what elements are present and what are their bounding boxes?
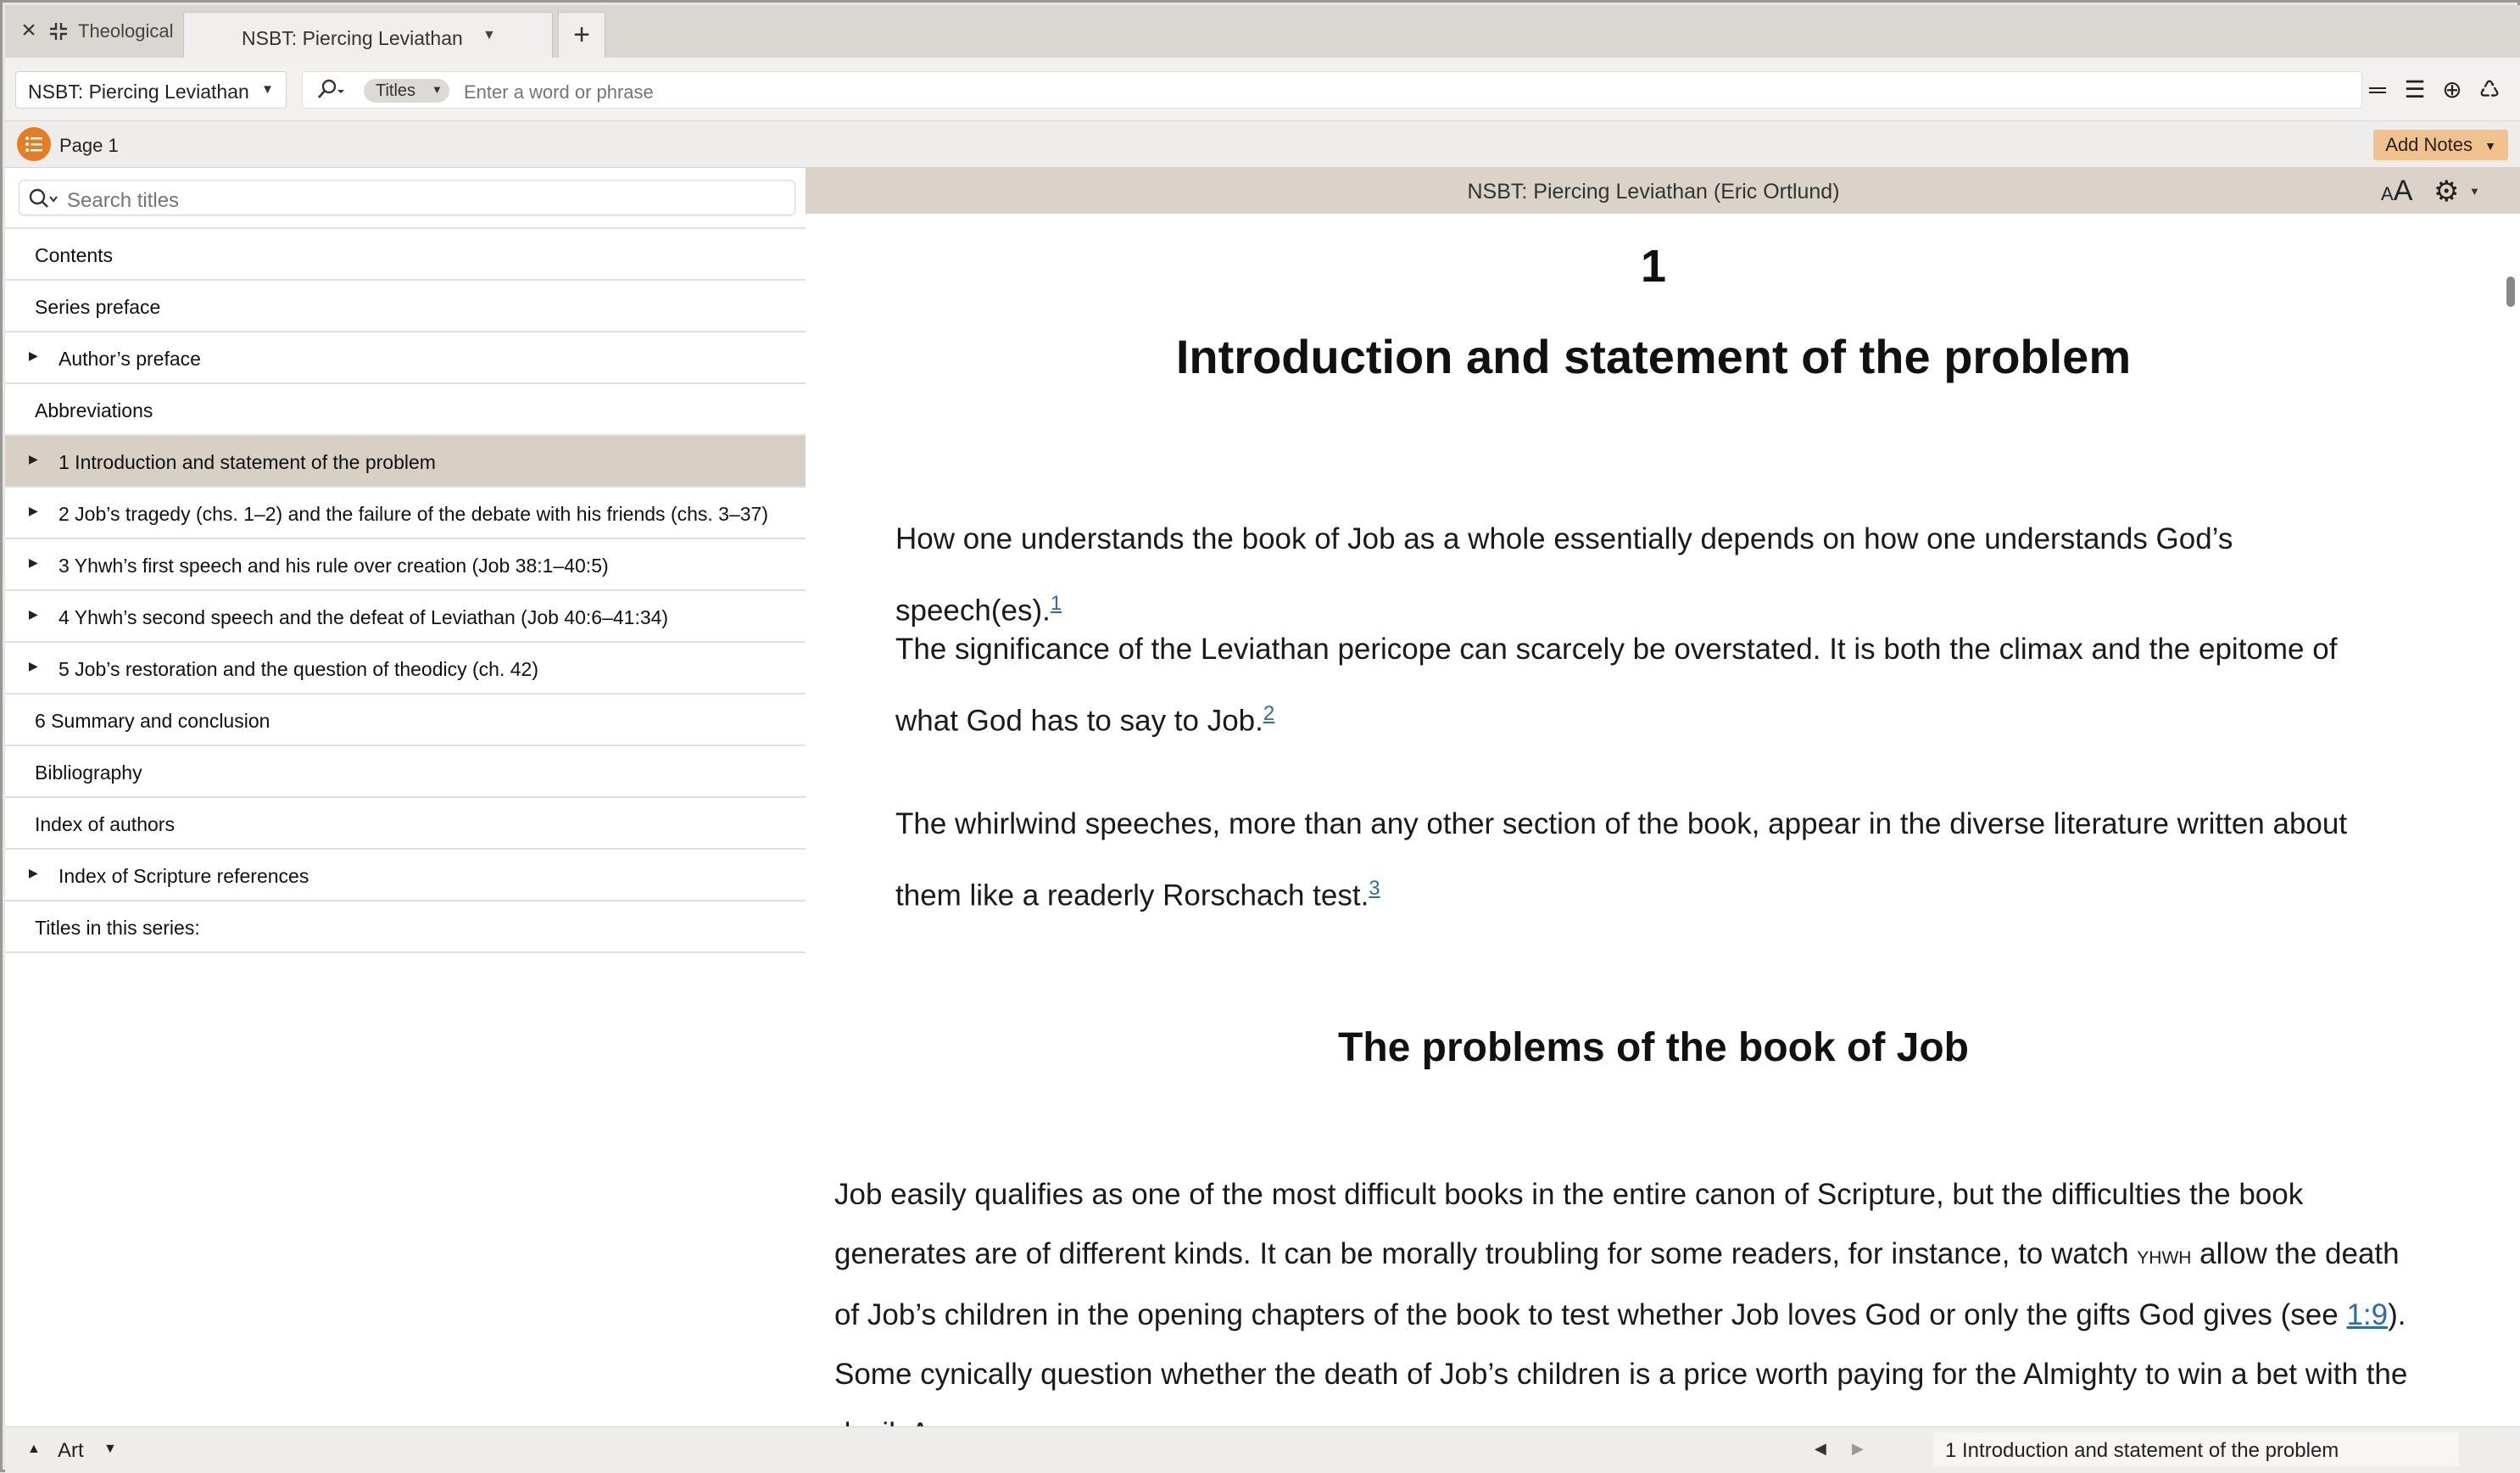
scope-pill[interactable]: Titles	[364, 79, 449, 103]
chapter-title: Introduction and statement of the problem	[1175, 330, 2132, 383]
chevron-down-icon[interactable]: ▼	[103, 1442, 117, 1456]
toc-item-label: 1 Introduction and statement of the problem	[59, 451, 436, 473]
chapter-number: 1	[1640, 241, 1667, 292]
current-section[interactable]	[1933, 1432, 2459, 1466]
resource-picker-label: NSBT: Piercing Leviathan	[28, 81, 249, 103]
parallel-lines-icon[interactable]: ═	[2369, 76, 2386, 103]
toc-item-label: Contents	[35, 244, 114, 266]
toc-item-label: Series preface	[35, 296, 161, 318]
section-heading: The problems of the book of Job	[1338, 1025, 1969, 1070]
search-icon[interactable]	[26, 187, 62, 209]
toc-sidebar	[5, 168, 807, 1426]
collapse-arrows-icon[interactable]	[47, 20, 70, 42]
reader-header	[806, 168, 2520, 214]
resource-picker[interactable]	[15, 71, 287, 109]
close-icon[interactable]: ×	[21, 16, 36, 44]
status-bar	[5, 1426, 2520, 1473]
toc-item-label: 4 Yhwh’s second speech and the defeat of Leviathan (Job 40:6–41:34)	[59, 606, 669, 628]
paragraph-text: The whirlwind speeches, more than any other section of the book, appear in the diverse literature written about them like a readerly Rorschach test.	[895, 807, 2348, 912]
previous-arrow-icon[interactable]: ◀	[1815, 1440, 1826, 1457]
tab-label: NSBT: Piercing Leviathan	[242, 27, 463, 49]
add-notes-button[interactable]	[2373, 130, 2508, 160]
table-of-contents-button[interactable]	[17, 127, 51, 161]
add-circle-icon[interactable]: ⊕	[2442, 76, 2462, 103]
toc-item[interactable]	[5, 850, 806, 901]
list-icon	[25, 135, 43, 153]
toc-item[interactable]	[5, 384, 806, 436]
toc-item-label: Index of authors	[35, 813, 175, 835]
toolbar	[5, 58, 2520, 121]
toc-item[interactable]	[5, 539, 806, 591]
toc-item-label: Bibliography	[35, 762, 142, 784]
toolbar-icons	[2357, 73, 2506, 107]
scrollbar-thumb[interactable]	[2506, 276, 2515, 307]
expand-triangle-icon[interactable]: ▶	[29, 452, 38, 466]
toc-item[interactable]	[5, 643, 806, 695]
paragraph-text: allow the death of Job’s children in the opening chapters of the book to test whether Job loves God or only the gifts God gives (see	[834, 1237, 2400, 1331]
tab-group-label[interactable]: Theological	[78, 20, 174, 42]
tab-piercing-leviathan[interactable]	[183, 12, 553, 59]
toc-item-label: 6 Summary and conclusion	[35, 710, 270, 732]
toc-item[interactable]	[5, 332, 806, 384]
search-icon[interactable]	[315, 77, 345, 104]
expand-triangle-icon[interactable]: ▶	[29, 349, 38, 362]
paragraph-text: ). Some cynically question whether the death of Job’s children is a price worth paying for the Almighty to win a bet with the	[834, 1298, 2408, 1391]
page-location[interactable]: Page 1	[59, 135, 119, 156]
footnote-link[interactable]: 2	[1263, 702, 1275, 725]
chevron-up-icon[interactable]: ▲	[27, 1442, 41, 1456]
toc-item-label: 5 Job’s restoration and the question of theodicy (ch. 42)	[59, 658, 538, 680]
scripture-reference-link[interactable]: 1:9	[2346, 1298, 2389, 1331]
location-bar	[5, 121, 2520, 168]
yhwh-smallcaps: yhwh	[2137, 1241, 2192, 1269]
expand-triangle-icon[interactable]: ▶	[29, 555, 38, 569]
paragraph	[895, 617, 2405, 754]
new-tab-button[interactable]: +	[558, 12, 605, 59]
paragraph-text: How one understands the book of Job as a whole essentially depends on how one understands God’s speech(es).	[895, 522, 2233, 628]
current-section-label: 1 Introduction and statement of the problem	[1945, 1439, 2339, 1462]
toc-item[interactable]	[5, 901, 806, 953]
next-arrow-icon[interactable]: ▶	[1852, 1440, 1864, 1457]
expand-triangle-icon[interactable]: ▶	[29, 504, 38, 517]
toc-item[interactable]	[5, 488, 806, 539]
toc-item-label: Author’s preface	[59, 348, 201, 370]
chevron-down-icon[interactable]: ▼	[2469, 185, 2480, 198]
gear-icon[interactable]: ⚙	[2434, 176, 2460, 208]
toc-item[interactable]	[5, 695, 806, 746]
toc-item-label: 2 Job’s tragedy (chs. 1–2) and the failure of the debate with his friends (chs. 3–37)	[59, 503, 769, 525]
add-notes-label: Add Notes	[2385, 134, 2473, 155]
expand-triangle-icon[interactable]: ▶	[29, 866, 38, 879]
chevron-down-icon: ▼	[2484, 139, 2496, 153]
paragraph-text: The significance of the Leviathan pericope can scarcely be overstated. It is both the climax and the epitome of what God has to say to Job.	[895, 633, 2338, 738]
text-align-icon[interactable]: ☰	[2404, 76, 2426, 103]
title-search	[19, 180, 795, 215]
toc-item[interactable]	[5, 746, 806, 798]
chevron-down-icon: ▼	[432, 83, 443, 96]
search-titles-input[interactable]	[65, 188, 764, 214]
recycle-icon[interactable]: ♺	[2478, 76, 2500, 103]
tab-bar	[5, 5, 2520, 58]
toc-item-label: 3 Yhwh’s first speech and his rule over creation (Job 38:1–40:5)	[59, 555, 609, 577]
toc-item-label: Index of Scripture references	[59, 865, 309, 887]
chevron-down-icon: ▼	[261, 82, 274, 97]
paragraph	[895, 792, 2405, 929]
paragraph	[834, 1165, 2428, 1464]
toc-item[interactable]	[5, 591, 806, 643]
font-size-icon[interactable]: AA	[2381, 175, 2413, 207]
toc-item[interactable]	[5, 436, 806, 488]
toc-item[interactable]	[5, 798, 806, 850]
toc-item[interactable]	[5, 229, 806, 281]
reading-pane	[806, 168, 2520, 1426]
search-input[interactable]	[462, 81, 1483, 104]
resource-title: NSBT: Piercing Leviathan (Eric Ortlund)	[1467, 180, 1840, 204]
expand-triangle-icon[interactable]: ▶	[29, 659, 38, 672]
footnote-link[interactable]: 3	[1369, 877, 1380, 900]
paragraph-text: Job easily qualifies as one of the most difficult books in the entire canon of Scripture, but the difficulties the book generates are of different kinds. It can be morally troubling for some readers, for instance, to watch	[834, 1178, 2304, 1270]
toc-list	[5, 227, 806, 953]
footnote-link[interactable]: 1	[1050, 592, 1062, 615]
toc-item[interactable]	[5, 281, 806, 332]
toc-item-label: Abbreviations	[35, 399, 153, 421]
expand-triangle-icon[interactable]: ▶	[29, 607, 38, 621]
toc-item-label: Titles in this series:	[35, 917, 200, 939]
search-bar	[302, 71, 2362, 109]
chevron-down-icon[interactable]: ▼	[482, 28, 496, 42]
panel-selector[interactable]: Art	[58, 1439, 84, 1462]
